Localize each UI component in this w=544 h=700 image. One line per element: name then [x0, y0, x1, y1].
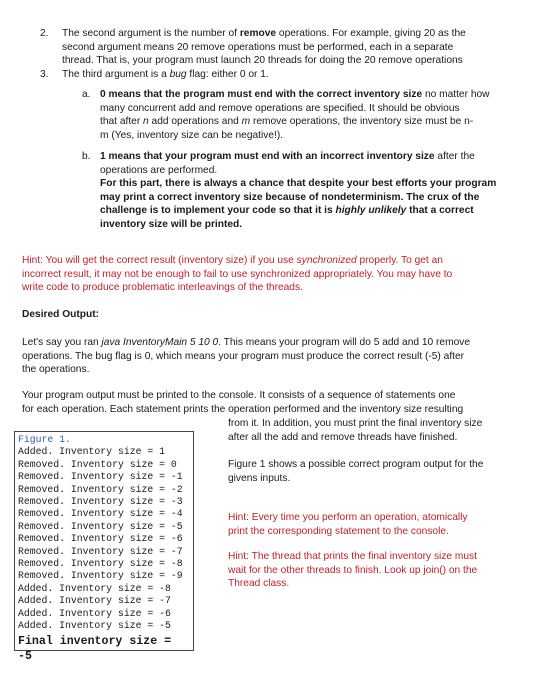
- desired-output-paragraph-2: Your program output must be printed to the console. It consists of a sequence of statements one for each operation. Each statement prints the operation performed and the inventory size resulting: [22, 390, 464, 415]
- console-final-line: Final inventory size = -5: [18, 634, 172, 663]
- list-letter-b: b.: [82, 151, 91, 162]
- console-line: Added. Inventory size = 1: [18, 446, 165, 458]
- console-line: Added. Inventory size = -7: [18, 595, 171, 607]
- console-line: Added. Inventory size = -6: [18, 607, 171, 619]
- console-line: Removed. Inventory size = -9: [18, 570, 183, 582]
- figure-description: Figure 1 shows a possible correct program output for the givens inputs.: [228, 459, 484, 484]
- hint-join-threads: Hint: The thread that prints the final inventory size must wait for the other threads to finish. Look up join() on the Thread class.: [228, 551, 478, 590]
- console-line: Added. Inventory size = -8: [18, 582, 171, 594]
- section-heading-desired-output: Desired Output:: [22, 309, 99, 320]
- list-number-3: 3.: [40, 69, 49, 80]
- list-number-2: 2.: [40, 28, 49, 39]
- console-line: Removed. Inventory size = -4: [18, 508, 183, 520]
- console-line: Removed. Inventory size = 0: [18, 458, 177, 470]
- item-2-text: The second argument is the number of remove operations. For example, giving 20 as the second argument means 20 remove operations must be performed, each in a separate thread. That is, your program must launch 20 threads for doing the 20 remove operations: [62, 28, 466, 67]
- console-line: Removed. Inventory size = -8: [18, 558, 183, 570]
- console-line: Removed. Inventory size = -1: [18, 471, 183, 483]
- console-line: Removed. Inventory size = -7: [18, 545, 183, 557]
- figure-caption: Figure 1.: [18, 434, 71, 445]
- hint-synchronized: Hint: You will get the correct result (inventory size) if you use synchronized properly. To get an incorrect result, it may not be enough to fail to use synchronized appropriately. You may have to write code to produce problematic interleavings of the threads.: [22, 255, 453, 294]
- item-3-text: The third argument is a bug flag: either 0 or 1.: [62, 69, 269, 80]
- list-letter-a: a.: [82, 89, 91, 100]
- console-line: Removed. Inventory size = -2: [18, 483, 183, 495]
- desired-output-paragraph-2-cont: from it. In addition, you must print the final inventory size after all the add and remove threads have finished.: [228, 418, 483, 443]
- desired-output-paragraph-1: Let's say you ran java InventoryMain 5 10 0. This means your program will do 5 add and 10 remove operations. The bug flag is 0, which means your program must produce the correct result (-5) after the operations.: [22, 337, 471, 376]
- console-line: Added. Inventory size = -5: [18, 620, 171, 632]
- hint-atomic-print: Hint: Every time you perform an operation, atomically print the corresponding statement to the console.: [228, 512, 468, 537]
- console-line: Removed. Inventory size = -6: [18, 533, 183, 545]
- console-line: Removed. Inventory size = -5: [18, 520, 183, 532]
- sub-item-b-text: 1 means that your program must end with an incorrect inventory size after the operations are performed. For this part, there is always a chance that despite your best efforts your program may print a correct inventory size because of nondeterminism. The crux of the challenge is to implement your code so that it is highly unlikely that a correct inventory size will be printed.: [100, 151, 497, 230]
- sub-item-a-text: 0 means that the program must end with the correct inventory size no matter how many concurrent add and remove operations are specified. It should be obvious that after n add operations and m remove operations, the inventory size must be n- m (Yes, inventory size can be negative!).: [100, 89, 490, 141]
- console-line: Removed. Inventory size = -3: [18, 496, 183, 508]
- figure-1-console-output: [14, 431, 194, 663]
